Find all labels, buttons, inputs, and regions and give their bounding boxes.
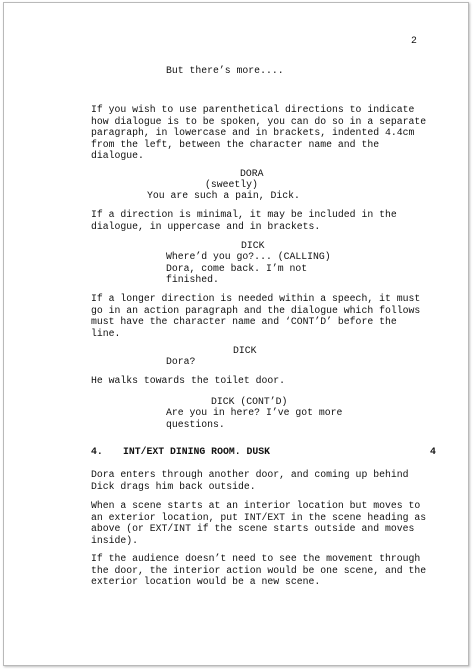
scene-number-right: 4 [430,446,436,457]
action-paragraph: If a direction is minimal, it may be included in the dialogue, in uppercase and in brackets. [91,209,397,232]
character-name: DICK (CONT’D) [211,396,288,407]
action-paragraph: Dora enters through another door, and coming up behind Dick drags him back outside. [91,469,409,492]
dialogue: You are such a pain, Dick. [147,190,300,201]
action-paragraph: When a scene starts at an interior location but moves to an exterior location, put INT/EXT in the scene heading as above (or EXT/INT if the scene starts outside and moves inside). [91,500,427,546]
parenthetical: (sweetly) [205,179,258,190]
dialogue: Where’d you go?... (CALLING) Dora, come back. I’m not finished. [166,251,331,286]
intro-line: But there’s more.... [166,65,284,76]
scene-number-left: 4. [91,446,103,457]
page-number: 2 [411,35,417,46]
action-paragraph: If the audience doesn’t need to see the movement through the door, the interior action would be one scene, and the exterior location would be a new scene. [91,553,427,588]
scene-heading: INT/EXT DINING ROOM. DUSK [123,446,270,457]
action-paragraph: If a longer direction is needed within a speech, it must go in an action paragraph and the dialogue which follows must have the character name and ‘CONT’D’ before the line. [91,293,421,339]
action-paragraph: He walks towards the toilet door. [91,375,286,386]
character-name: DORA [240,168,264,179]
character-name: DICK [233,345,257,356]
character-name: DICK [241,240,265,251]
action-paragraph: If you wish to use parenthetical directions to indicate how dialogue is to be spoken, you can do so in a separate paragraph, in lowercase and in brackets, indented 4.4cm from the left, between the character name and the dialogue. [91,104,427,162]
dialogue: Are you in here? I’ve got more questions. [166,407,343,430]
dialogue: Dora? [166,356,196,367]
script-page [3,2,469,666]
